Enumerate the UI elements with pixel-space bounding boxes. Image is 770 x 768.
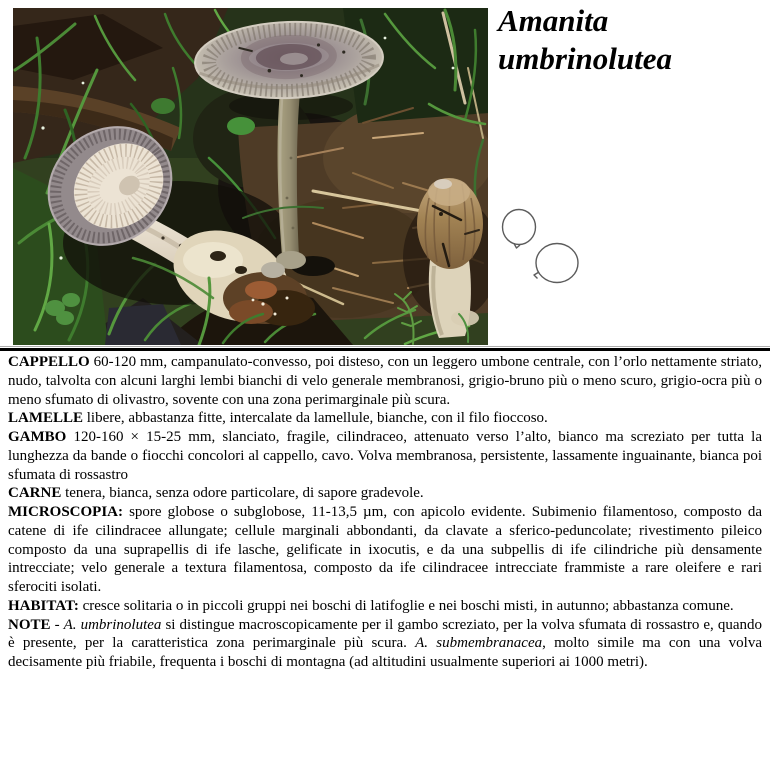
section-note-run: -	[50, 616, 64, 633]
mushroom-photo	[13, 8, 488, 345]
section-carne-run: CARNE	[8, 485, 62, 502]
section-divider	[0, 346, 770, 351]
section-carne-run: tenera, bianca, senza odore particolare, di sapore gradevole.	[61, 485, 424, 502]
section-microscopia-run: spore globose o subglobose, 11-13,5 µm, con apicolo evidente. Subimenio filamentoso, composto da catene di ife cilindracee allungate; cellule marginali abbondanti, da clavate a sferico-peduncolate; rivestimento pileico composto da una suprapellis di ife lasche, gelificate in ixocutis, e da una subpellis di ife cilindriche più densamente intrecciate; velo generale a textura filamentosa, composto da ife cilindracee intrecciate frammiste a rare oleifere e rari sferociti isolati.	[8, 504, 762, 595]
section-note-run: NOTE	[8, 616, 51, 633]
description-text	[8, 353, 762, 672]
section-habitat	[8, 597, 762, 616]
section-microscopia	[8, 503, 762, 597]
species-title-line1: Amanita	[498, 3, 609, 38]
section-lamelle	[8, 409, 762, 428]
section-note-run: A. umbrinolutea	[63, 616, 162, 633]
section-note-run: , molto simile ma con una volva decisamente più friabile, frequenta i boschi di montagna (ad altitudini usualmente superiori ai 1000 metri).	[8, 635, 762, 670]
spore-apiculus-2	[534, 272, 539, 279]
species-title	[498, 2, 672, 78]
spore-outline-sketch	[497, 198, 597, 298]
mushroom-photo-illustration	[13, 8, 488, 345]
section-gambo	[8, 428, 762, 484]
section-gambo-run: 120-160 × 15-25 mm, slanciato, fragile, cilindraceo, attenuato verso l’alto, bianco ma screziato per tutta la lunghezza da bande o fiocchi concolori al cappello, cavo. Volva membranosa, persistente, lassamente inguainante, bianca poi sfumata di rossastro	[8, 429, 762, 483]
section-cappello	[8, 353, 762, 409]
section-cappello-run: CAPPELLO	[8, 354, 90, 370]
section-cappello-run: 60-120 mm, campanulato-convesso, poi disteso, con un leggero umbone centrale, con l’orlo nettamente striato, nudo, talvolta con alcuni larghi lembi bianchi di velo generale membranosi, grigio-bruno più o meno scuro, grigio-ocra più o meno sfumato di olivastro, sovente con una zona perimarginale più scura.	[8, 354, 762, 408]
spore-drawing	[497, 198, 597, 298]
section-note-run: si distingue macroscopicamente per il gambo screziato, per la volva sfumata di rossastro e, quando è presente, per la caratteristica zona perimarginale più scura.	[8, 616, 762, 652]
section-carne	[8, 484, 762, 503]
section-lamelle-run: libere, abbastanza fitte, intercalate da lamellule, bianche, con il filo fioccoso.	[83, 410, 548, 427]
section-note	[8, 616, 762, 672]
section-lamelle-run: LAMELLE	[8, 410, 84, 427]
section-habitat-run: HABITAT:	[8, 597, 79, 614]
spore-outline-2	[536, 244, 578, 283]
section-habitat-run: cresce solitaria o in piccoli gruppi nei boschi di latifoglie e nei boschi misti, in autunno; abbastanza comune.	[78, 597, 734, 614]
species-title-line2: umbrinolutea	[498, 41, 672, 76]
section-note-run: A. submembranacea	[415, 635, 543, 652]
section-microscopia-run: MICROSCOPIA:	[8, 504, 123, 520]
spore-outline-1	[503, 210, 536, 245]
section-gambo-run: GAMBO	[8, 429, 67, 445]
